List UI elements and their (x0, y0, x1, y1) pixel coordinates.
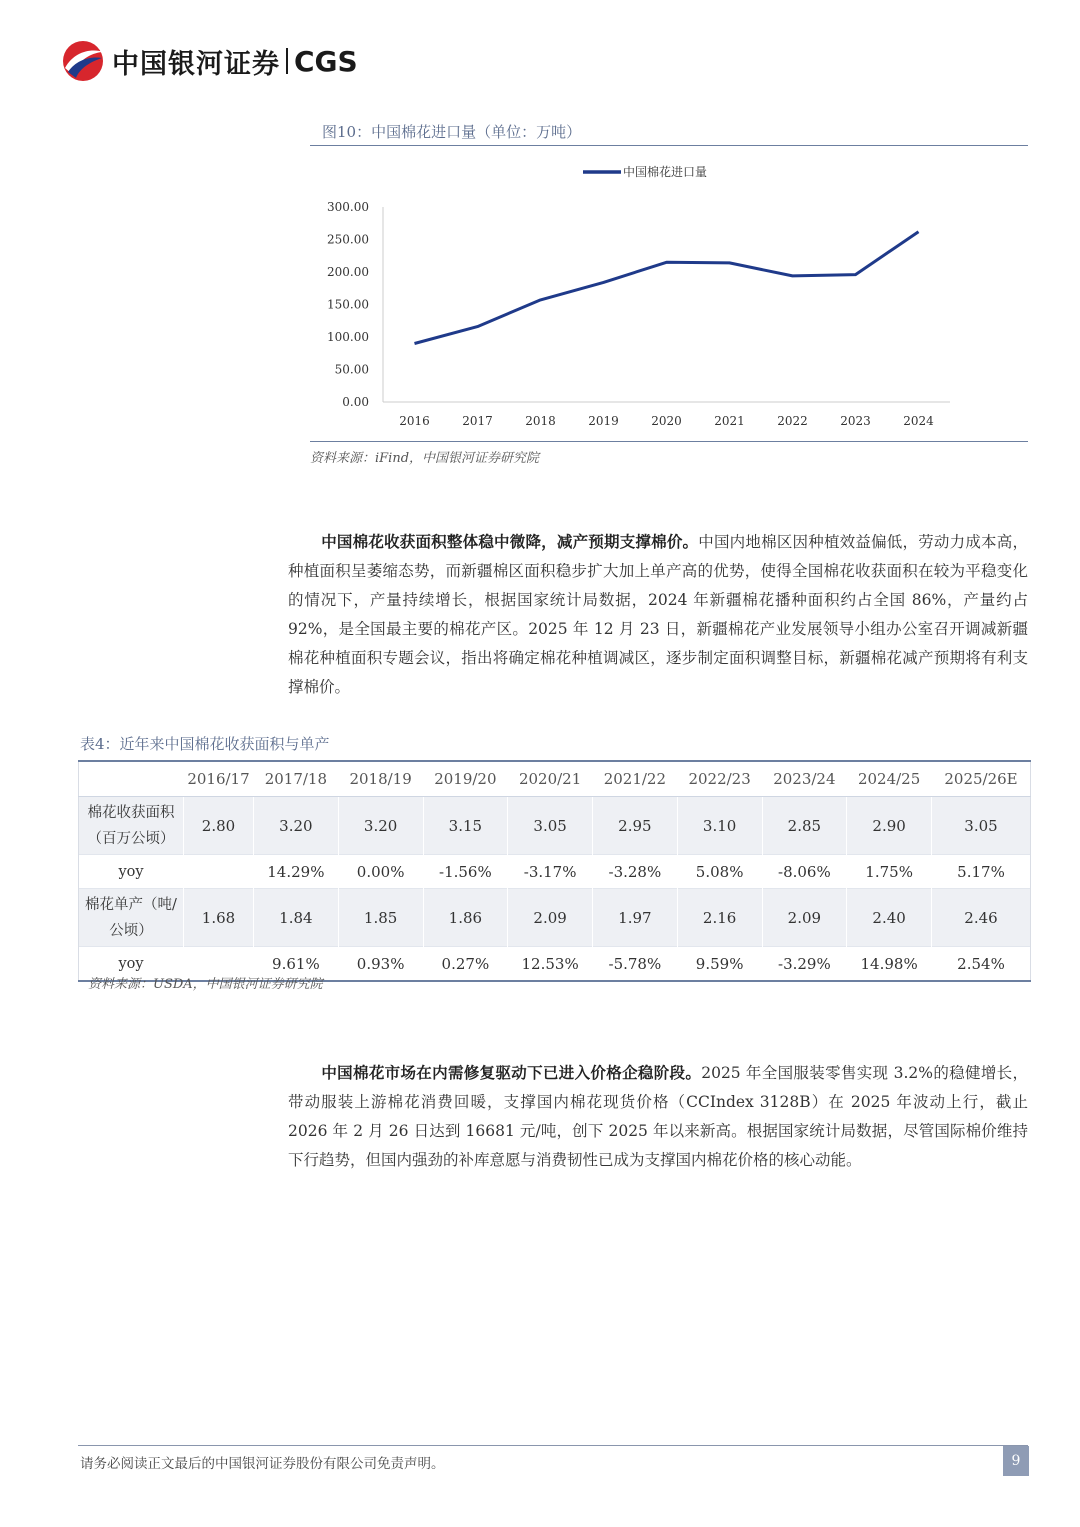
series-line-import-volume (415, 232, 919, 344)
figure-bottom-rule (310, 441, 1028, 442)
table-cell: 2.09 (762, 889, 847, 947)
table-cell: -3.28% (593, 855, 678, 889)
table-header-cell: 2018/19 (338, 761, 423, 797)
page-number: 9 (1003, 1446, 1029, 1476)
paragraph-body: 2025 年全国服装零售实现 3.2%的稳健增长，带动服装上游棉花消费回暖，支撑国内棉花现货价格（CCIndex 3128B）在 2025 年波动上行，截止 2026 年 2 月 26 日达到 16681 元/吨，创下 2025 年以来新高。根据国家统计局数据，尽管国际棉价维持下行趋势，但国内强劲的补库意愿与消费韧性已成为支撑国内棉花价格的核心动能。 (288, 1064, 1028, 1169)
table-cell: 5.17% (932, 855, 1031, 889)
x-tick-label: 2022 (777, 414, 808, 428)
table-cell: 1.75% (847, 855, 932, 889)
table-header-cell: 2024/25 (847, 761, 932, 797)
table-header-cell: 2016/17 (184, 761, 254, 797)
row-label: yoy (79, 855, 184, 889)
brand-separator (286, 48, 288, 74)
table-cell: 2.46 (932, 889, 1031, 947)
brand-name-cn: 中国银河证券 (112, 48, 280, 80)
cgs-logo-icon (60, 38, 106, 84)
table-cell: 0.00% (338, 855, 423, 889)
row-label-line: 棉花收获面积 (87, 804, 175, 821)
row-label-line: （百万公顷） (87, 830, 175, 847)
y-tick-label: 250.00 (327, 232, 369, 247)
legend-label: 中国棉花进口量 (623, 165, 708, 179)
x-tick-label: 2020 (651, 414, 682, 428)
table-cell: 14.29% (254, 855, 339, 889)
table-cell: 2.80 (184, 797, 254, 855)
x-tick-labels (399, 414, 934, 428)
table-cell: 1.86 (423, 889, 508, 947)
cotton-area-yield-table (78, 760, 1031, 982)
table-source: 资料来源：USDA，中国银河证券研究院 (88, 977, 323, 992)
table-cell: 0.93% (338, 947, 423, 982)
table-cell: 0.27% (423, 947, 508, 982)
table-cell: 2.95 (593, 797, 678, 855)
y-tick-label: 300.00 (327, 200, 369, 214)
table-header-cell: 2019/20 (423, 761, 508, 797)
figure-top-rule (310, 145, 1028, 146)
table-cell: -1.56% (423, 855, 508, 889)
x-tick-label: 2024 (903, 414, 934, 428)
y-tick-labels (327, 200, 369, 409)
x-tick-label: 2021 (714, 414, 745, 428)
table-cell: 9.61% (254, 947, 339, 982)
table-row-area (79, 797, 1031, 855)
paragraph-cotton-market (288, 1058, 1028, 1175)
x-tick-label: 2018 (525, 414, 556, 428)
table-cell: 2.09 (508, 889, 593, 947)
x-tick-label: 2023 (840, 414, 871, 428)
table-header-cell: 2025/26E (932, 761, 1031, 797)
y-tick-label: 200.00 (327, 265, 369, 279)
figure-title: 图10：中国棉花进口量（单位：万吨） (322, 123, 582, 141)
table-cell: 1.84 (254, 889, 339, 947)
row-label-line: 棉花单产（吨/ (85, 896, 177, 913)
x-tick-label: 2017 (462, 414, 493, 428)
table-cell: -3.29% (762, 947, 847, 982)
table-cell: 3.05 (932, 797, 1031, 855)
paragraph-cotton-area (288, 527, 1028, 702)
table-cell: 2.16 (677, 889, 762, 947)
table-cell: 2.54% (932, 947, 1031, 982)
x-tick-label: 2016 (399, 414, 430, 428)
footer-disclaimer: 请务必阅读正文最后的中国银河证券股份有限公司免责声明。 (80, 1456, 445, 1472)
table-cell: 5.08% (677, 855, 762, 889)
table-cell: 2.85 (762, 797, 847, 855)
import-volume-chart (310, 150, 1028, 438)
table-header-cell: 2021/22 (593, 761, 678, 797)
table-cell: -8.06% (762, 855, 847, 889)
table-cell: 2.90 (847, 797, 932, 855)
paragraph-lead: 中国棉花收获面积整体稳中微降，减产预期支撑棉价。 (321, 532, 699, 551)
table-header-cell (79, 761, 184, 797)
table-title: 表4：近年来中国棉花收获面积与单产 (80, 735, 330, 753)
x-tick-label: 2019 (588, 414, 619, 428)
table-cell: 1.85 (338, 889, 423, 947)
paragraph-body: 中国内地棉区因种植效益偏低，劳动力成本高，种植面积呈萎缩态势，而新疆棉区面积稳步扩大加上单产高的优势，使得全国棉花收获面积在较为平稳变化的情况下，产量持续增长，根据国家统计局数据，2024 年新疆棉花播种面积约占全国 86%，产量约占 92%，是全国最主要的棉花产区。2025 年 12 月 23 日，新疆棉花产业发展领导小组办公室召开调减新疆棉花种植面积专题会议，指出将确定棉花种植调减区，逐步制定面积调整目标，新疆棉花减产预期将有利支撑棉价。 (288, 533, 1028, 696)
footer-rule (78, 1445, 1028, 1446)
table-header-cell: 2020/21 (508, 761, 593, 797)
table-header-row (79, 761, 1031, 797)
series-layer (414, 232, 918, 344)
paragraph-lead: 中国棉花市场在内需修复驱动下已进入价格企稳阶段。 (321, 1063, 702, 1082)
table-cell: 1.97 (593, 889, 678, 947)
table-cell: 2.40 (847, 889, 932, 947)
table-cell: -3.17% (508, 855, 593, 889)
table-cell: 1.68 (184, 889, 254, 947)
table-row-area-yoy (79, 855, 1031, 889)
y-tick-label: 100.00 (327, 330, 369, 344)
table-cell: 3.05 (508, 797, 593, 855)
table-header-cell: 2017/18 (254, 761, 339, 797)
table-cell: 3.20 (254, 797, 339, 855)
table-cell: 3.10 (677, 797, 762, 855)
brand-name-en: CGS (294, 44, 358, 78)
table-header-cell: 2023/24 (762, 761, 847, 797)
y-tick-label: 50.00 (334, 362, 369, 377)
table-cell: 12.53% (508, 947, 593, 982)
row-label (79, 889, 184, 947)
table-cell (184, 855, 254, 889)
table-cell: 3.15 (423, 797, 508, 855)
table-header-cell: 2022/23 (677, 761, 762, 797)
chart-legend (583, 164, 707, 179)
brand-logo (60, 38, 358, 84)
y-tick-label: 150.00 (327, 297, 369, 312)
row-label: yoy (79, 947, 184, 982)
table-row-yield (79, 889, 1031, 947)
table-cell: -5.78% (593, 947, 678, 982)
row-label-line: 公顷） (109, 922, 153, 939)
y-tick-label: 0.00 (342, 395, 369, 409)
figure-source: 资料来源：iFind，中国银河证券研究院 (310, 451, 540, 466)
table-cell: 9.59% (677, 947, 762, 982)
table-cell: 14.98% (847, 947, 932, 982)
row-label (79, 797, 184, 855)
table-cell: 3.20 (338, 797, 423, 855)
